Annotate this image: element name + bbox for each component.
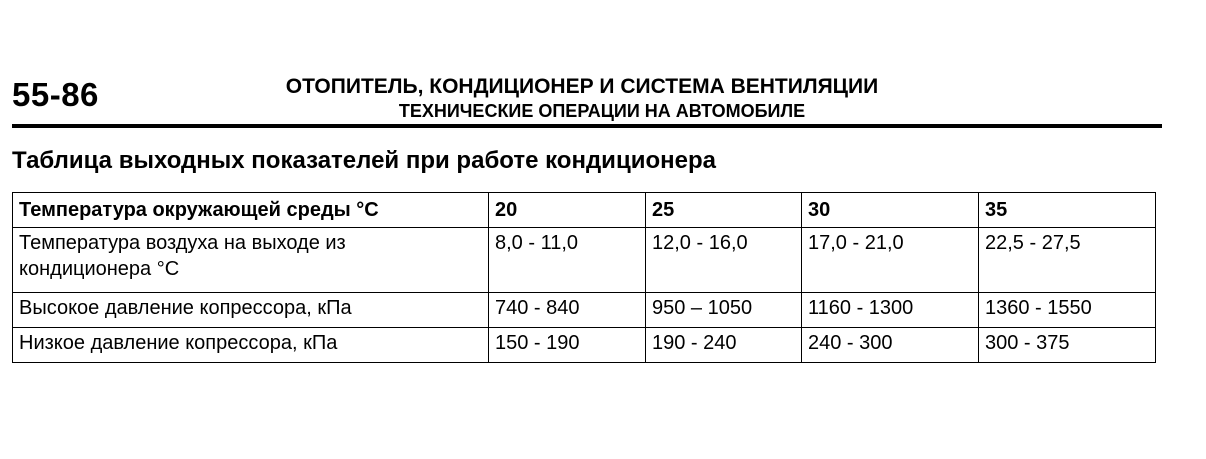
header-cell-35: 35 [979,193,1156,228]
ac-output-table [12,192,1156,363]
table-cell: 17,0 - 21,0 [802,228,979,293]
table-cell: 8,0 - 11,0 [489,228,646,293]
row-label: Температура воздуха на выходе из кондиционера °C [13,228,489,293]
header-divider [12,124,1162,128]
page-header [232,74,932,122]
table-cell: 12,0 - 16,0 [646,228,802,293]
table-cell: 1360 - 1550 [979,293,1156,328]
row-label: Низкое давление копрессора, кПа [13,328,489,363]
table-header-row [13,193,1156,228]
table-cell: 740 - 840 [489,293,646,328]
table-cell: 300 - 375 [979,328,1156,363]
table-row-high-pressure [13,293,1156,328]
table-row-outlet-air-temp [13,228,1156,293]
header-cell-25: 25 [646,193,802,228]
subsection-title: ТЕХНИЧЕСКИЕ ОПЕРАЦИИ НА АВТОМОБИЛЕ [398,101,806,121]
header-cell-30: 30 [802,193,979,228]
header-cell-ambient-temp: Температура окружающей среды °C [13,193,489,228]
table-title: Таблица выходных показателей при работе кондиционера [12,147,716,174]
table-cell: 190 - 240 [646,328,802,363]
table-row-low-pressure [13,328,1156,363]
table-cell: 950 – 1050 [646,293,802,328]
page-number: 55-86 [12,76,99,113]
header-cell-20: 20 [489,193,646,228]
table-cell: 22,5 - 27,5 [979,228,1156,293]
table-cell: 150 - 190 [489,328,646,363]
row-label: Высокое давление копрессора, кПа [13,293,489,328]
table-cell: 240 - 300 [802,328,979,363]
section-title: ОТОПИТЕЛЬ, КОНДИЦИОНЕР И СИСТЕМА ВЕНТИЛЯЦИИ [285,75,879,98]
table-cell: 1160 - 1300 [802,293,979,328]
